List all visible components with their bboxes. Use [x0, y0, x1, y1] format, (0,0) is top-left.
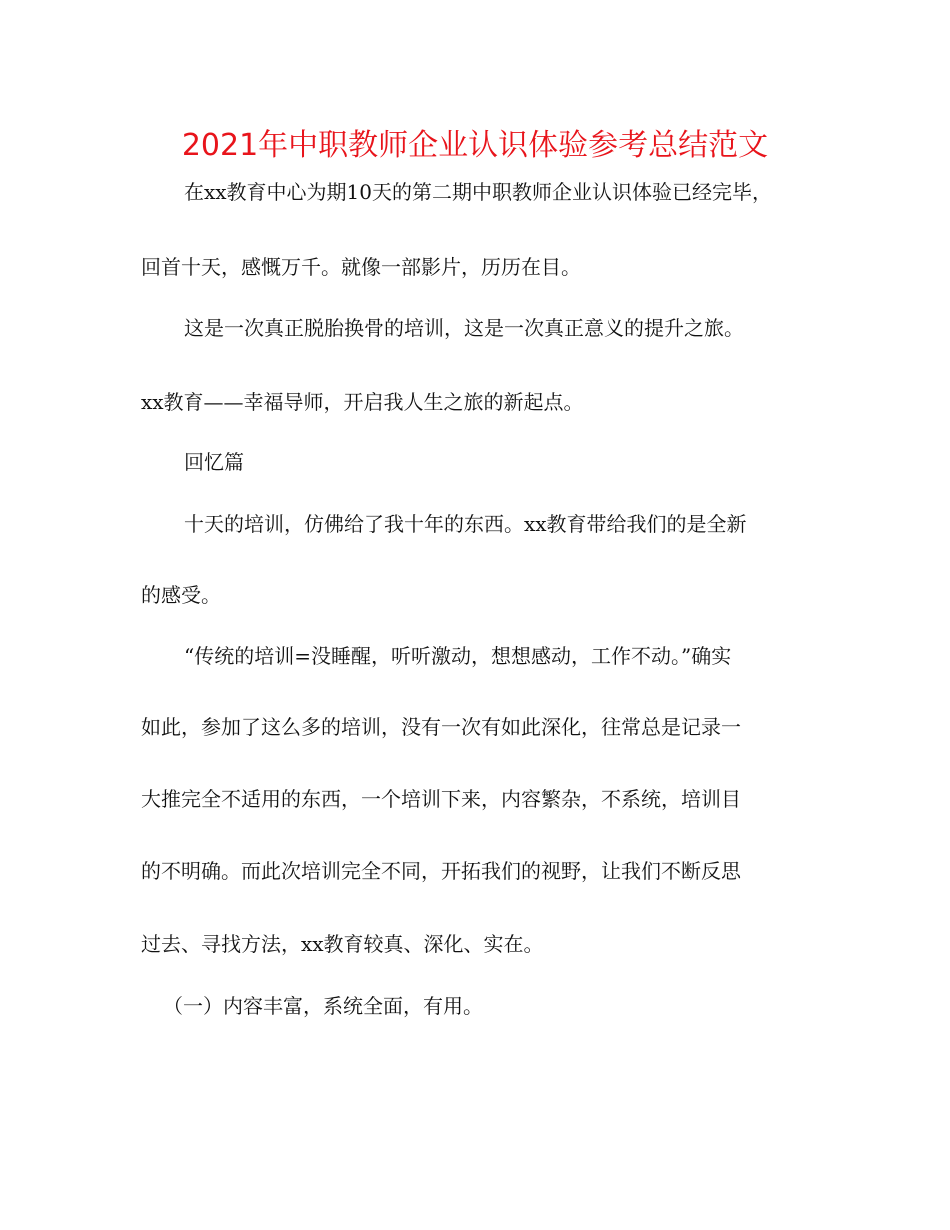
paragraph-line: 在xx教育中心为期10天的第二期中职教师企业认识体验已经完毕，: [184, 180, 773, 204]
paragraph-line: 的不明确。而此次培训完全不同，开拓我们的视野，让我们不断反思: [141, 859, 741, 883]
paragraph-line: “传统的培训=没睡醒，听听激动，想想感动，工作不动。”确实: [184, 644, 732, 668]
paragraph-line: 回首十天，感慨万千。就像一部影片，历历在目。: [141, 255, 581, 279]
paragraph-line: 过去、寻找方法，xx教育较真、深化、实在。: [141, 932, 544, 956]
paragraph-line: 大推完全不适用的东西，一个培训下来，内容繁杂，不系统，培训目: [141, 787, 741, 811]
paragraph-line: 十天的培训，仿佛给了我十年的东西。xx教育带给我们的是全新: [184, 512, 747, 536]
list-item-heading: （一）内容丰富，系统全面，有用。: [163, 994, 483, 1018]
section-heading: 回忆篇: [184, 450, 244, 474]
paragraph-line: 如此，参加了这么多的培训，没有一次有如此深化，往常总是记录一: [141, 715, 741, 739]
paragraph-line: xx教育——幸福导师，开启我人生之旅的新起点。: [141, 390, 584, 414]
paragraph-line: 的感受。: [141, 583, 221, 607]
paragraph-line: 这是一次真正脱胎换骨的培训，这是一次真正意义的提升之旅。: [184, 316, 744, 340]
document-title: 2021年中职教师企业认识体验参考总结范文: [181, 128, 769, 163]
